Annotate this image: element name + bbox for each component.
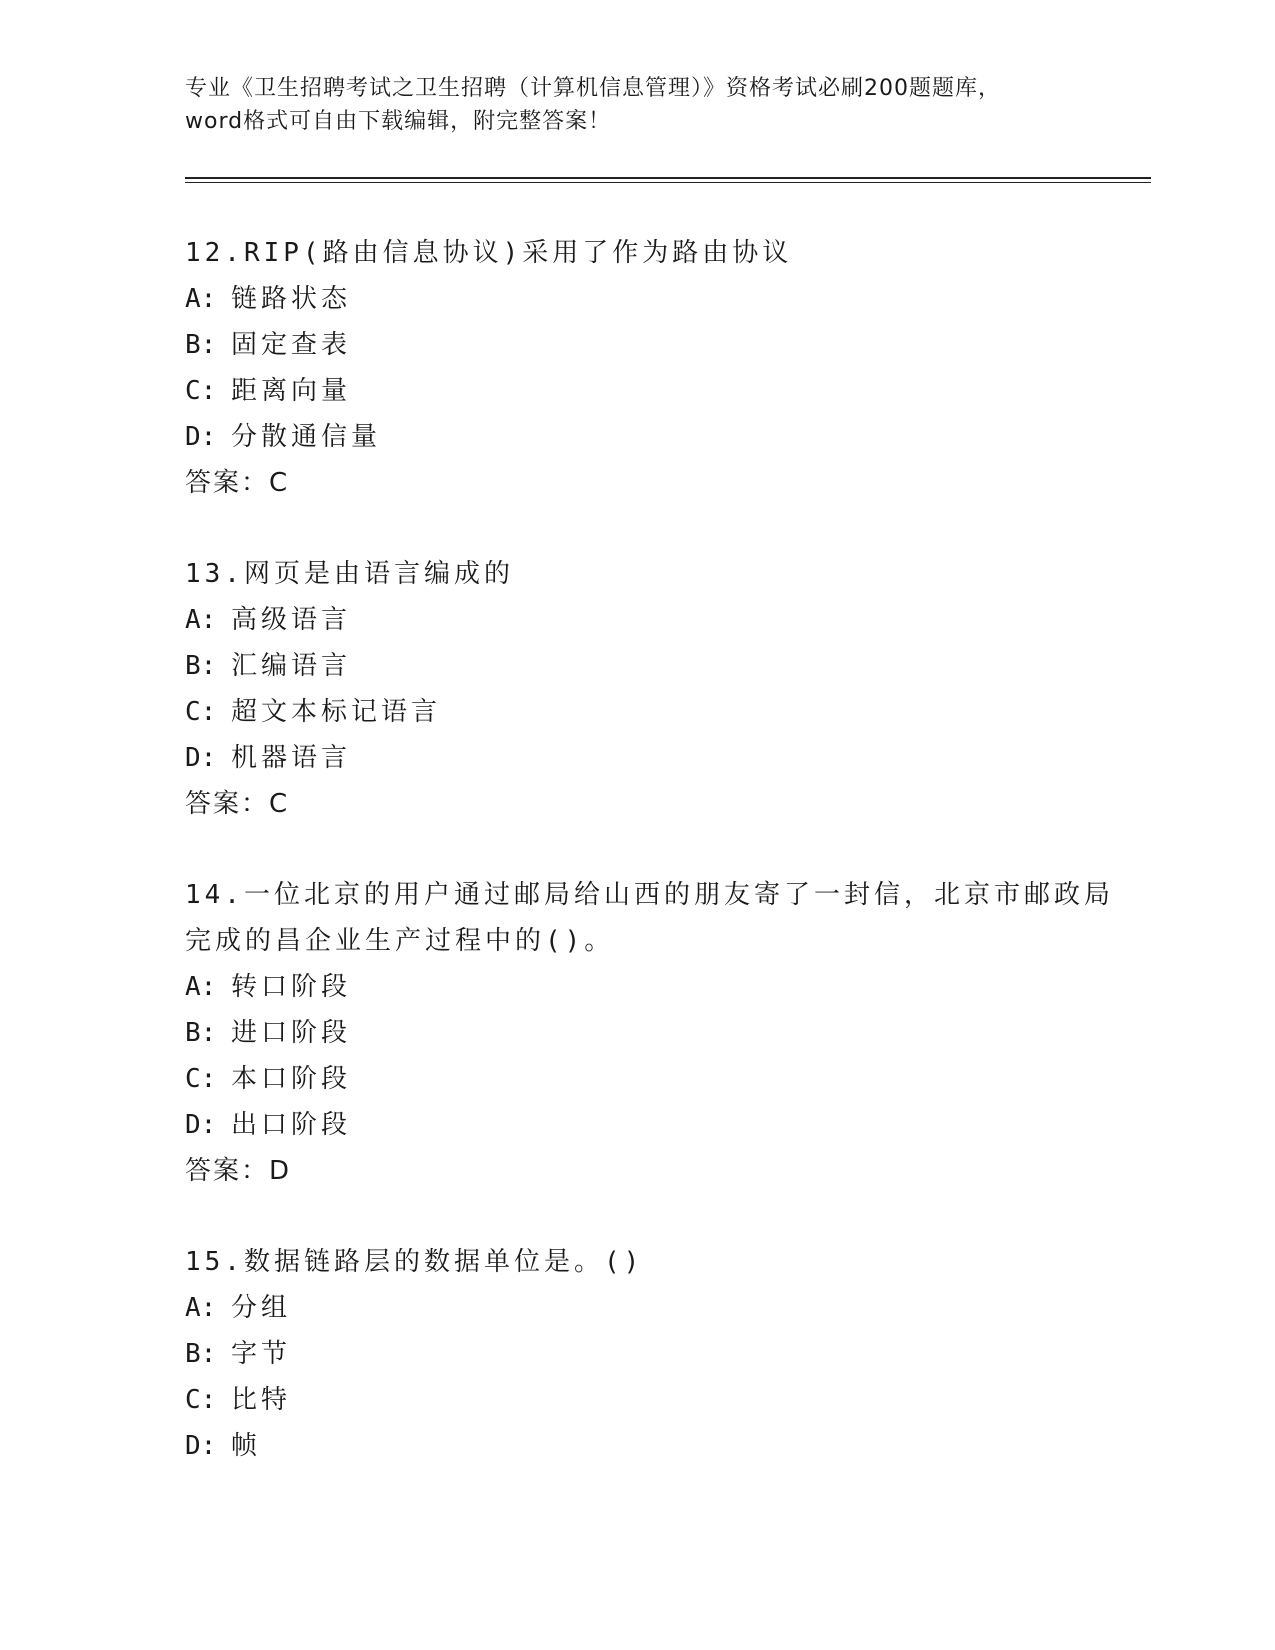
header-line-1: 专业《卫生招聘考试之卫生招聘（计算机信息管理）》资格考试必刷200题题库， <box>185 76 1001 101</box>
option-c <box>185 368 1085 414</box>
question-stem-line-1: 14.一位北京的用户通过邮局给山西的朋友寄了一封信，北京市邮政局 <box>185 880 1114 910</box>
answer-line: 答案：C <box>185 468 290 498</box>
option-label: C: <box>185 1064 217 1094</box>
option-b <box>185 322 1085 368</box>
question-14 <box>185 872 1114 1194</box>
option-text: 机器语言 <box>231 743 352 773</box>
option-c <box>185 689 1085 735</box>
option-text: 出口阶段 <box>231 1110 352 1140</box>
option-label: B: <box>185 651 217 681</box>
question-15 <box>185 1239 1085 1469</box>
option-label: A: <box>185 1293 217 1323</box>
option-label: B: <box>185 330 217 360</box>
answer-line: 答案：D <box>185 1156 292 1186</box>
option-text: 字节 <box>231 1339 292 1369</box>
question-12 <box>185 230 1085 506</box>
option-text: 分组 <box>231 1293 292 1323</box>
option-a <box>185 276 1085 322</box>
option-b <box>185 1010 1085 1056</box>
header-divider-thin <box>185 182 1151 183</box>
option-text: 进口阶段 <box>231 1018 352 1048</box>
document-header <box>185 72 1085 138</box>
option-label: C: <box>185 376 217 406</box>
question-stem: 13.网页是由语言编成的 <box>185 559 514 589</box>
option-label: B: <box>185 1339 217 1369</box>
option-d <box>185 1102 1085 1148</box>
option-text: 帧 <box>231 1431 262 1461</box>
option-text: 超文本标记语言 <box>231 697 442 727</box>
option-label: B: <box>185 1018 217 1048</box>
option-label: A: <box>185 605 217 635</box>
option-d <box>185 735 1085 781</box>
option-d <box>185 1423 1085 1469</box>
question-stem: 15.数据链路层的数据单位是。() <box>185 1247 644 1277</box>
option-label: D: <box>185 743 217 773</box>
option-label: D: <box>185 1431 217 1461</box>
question-stem: 12.RIP(路由信息协议)采用了作为路由协议 <box>185 238 793 268</box>
question-list <box>185 230 1114 1514</box>
answer-line: 答案：C <box>185 789 290 819</box>
option-text: 链路状态 <box>231 284 352 314</box>
header-line-2: word格式可自由下载编辑，附完整答案！ <box>185 109 612 134</box>
option-text: 距离向量 <box>231 376 352 406</box>
option-c <box>185 1377 1085 1423</box>
option-label: A: <box>185 284 217 314</box>
option-label: D: <box>185 422 217 452</box>
option-a <box>185 597 1085 643</box>
option-c <box>185 1056 1085 1102</box>
option-d <box>185 414 1085 460</box>
option-text: 分散通信量 <box>231 422 382 452</box>
option-b <box>185 1331 1085 1377</box>
header-divider-thick <box>185 177 1151 179</box>
option-text: 固定查表 <box>231 330 352 360</box>
option-label: D: <box>185 1110 217 1140</box>
option-b <box>185 643 1085 689</box>
question-stem-line-2: 完成的昌企业生产过程中的()。 <box>185 926 615 956</box>
option-a <box>185 1285 1085 1331</box>
question-13 <box>185 551 1085 827</box>
option-text: 汇编语言 <box>231 651 352 681</box>
option-a <box>185 964 1085 1010</box>
option-label: A: <box>185 972 217 1002</box>
option-text: 本口阶段 <box>231 1064 352 1094</box>
option-label: C: <box>185 1385 217 1415</box>
option-label: C: <box>185 697 217 727</box>
option-text: 比特 <box>231 1385 292 1415</box>
option-text: 高级语言 <box>231 605 352 635</box>
option-text: 转口阶段 <box>231 972 352 1002</box>
